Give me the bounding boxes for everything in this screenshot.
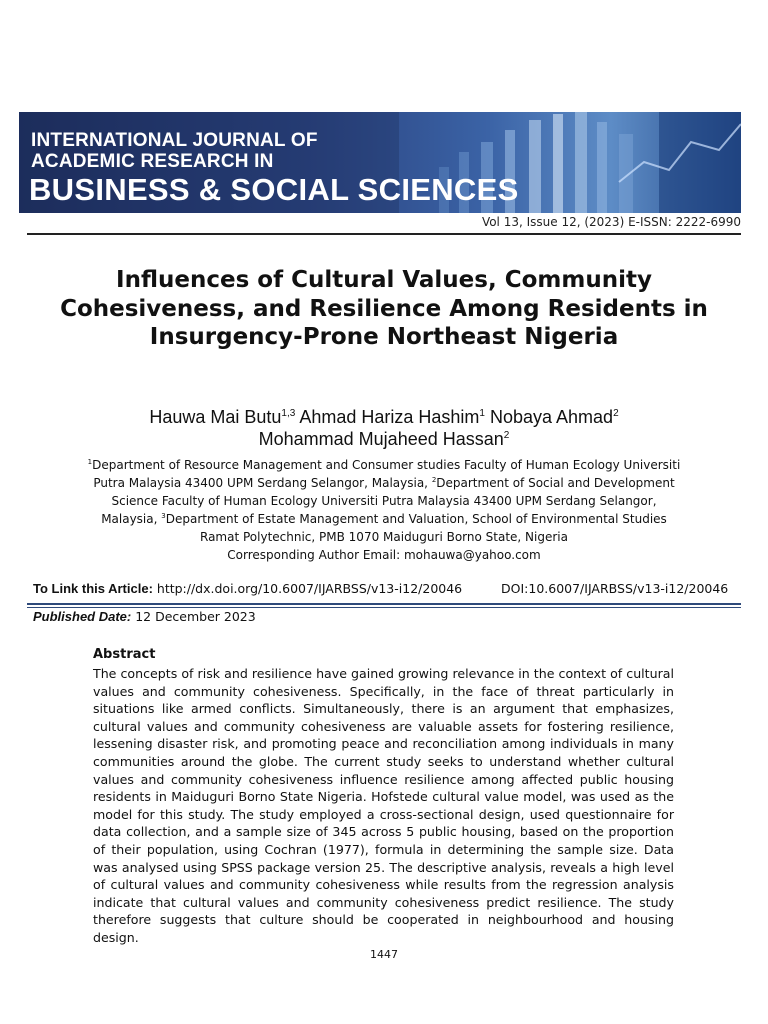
banner-line-3: BUSINESS & SOCIAL SCIENCES bbox=[29, 172, 519, 207]
author-sup: 2 bbox=[503, 430, 510, 441]
divider-rule bbox=[27, 603, 741, 605]
author-sup: 1 bbox=[479, 408, 485, 419]
link-label: To Link this Article: bbox=[33, 581, 153, 596]
affil-sup: 3 bbox=[161, 512, 166, 520]
page-number: 1447 bbox=[370, 948, 398, 961]
affiliation-3: Department of Estate Management and Valuation, School of Environmental Studies Ramat Polytechnic, PMB 1070 Maiduguri Borno State, Nigeria bbox=[165, 512, 667, 544]
affiliation-2: Department of Social and Development Science Faculty of Human Ecology Universiti Putra Malaysia 43400 UPM Serdang Selangor, Malaysia, bbox=[101, 476, 675, 526]
author-sup: 2 bbox=[613, 408, 619, 419]
author-sup: 1,3 bbox=[281, 408, 296, 419]
abstract-body: The concepts of risk and resilience have gained growing relevance in the context of cultural values and community cohesiveness. Specifically, in the face of threat particularly in situations like armed conflicts. Simultaneously, there is an argument that emphasizes, cultural values and community cohesiveness are valuable assets for fostering resilience, lessening disaster risk, and promoting peace and reconciliation among individuals in many communities around the globe. The current study seeks to understand whether cultural values and community cohesiveness influence resilience among affected public housing residents in Maiduguri Borno State Nigeria. Hofstede cultural value model, was used as the model for this study. The study employed a cross-sectional design, used questionnaire for data collection, and a sample size of 345 across 5 public housing, based on the proportion of their population, using Cochran (1977), formula in determining the sample size. Data was analysed using SPSS package version 25. The descriptive analysis, reveals a high level of cultural values and community cohesiveness while results from the regression analysis indicate that cultural values and community cohesiveness predict resilience. The study therefore suggests that culture should be cooperated in neighbourhood and housing design. bbox=[93, 666, 674, 945]
header-rule bbox=[27, 233, 741, 235]
doi-text[interactable]: DOI:10.6007/IJARBSS/v13-i12/20046 bbox=[501, 581, 729, 596]
article-url-link[interactable]: http://dx.doi.org/10.6007/IJARBSS/v13-i12/20046 bbox=[156, 581, 463, 596]
author-name: Mohammad Mujaheed Hassan bbox=[258, 429, 504, 449]
divider-rule bbox=[27, 607, 741, 608]
article-link-row bbox=[33, 581, 743, 596]
paper-title: Influences of Cultural Values, Community Cohesiveness, and Resilience Among Residents in Insurgency-Prone Northeast Nigeria bbox=[60, 267, 708, 350]
author-list bbox=[60, 406, 708, 450]
corresponding-email: Corresponding Author Email: mohauwa@yahoo.com bbox=[227, 548, 541, 562]
issue-info: Vol 13, Issue 12, (2023) E-ISSN: 2222-6990 bbox=[481, 215, 741, 229]
banner-line-1: INTERNATIONAL JOURNAL OF bbox=[31, 130, 318, 151]
affil-sup: 2 bbox=[431, 476, 437, 484]
abstract-heading: Abstract bbox=[93, 647, 156, 662]
published-label: Published Date: bbox=[33, 609, 132, 624]
affil-sup: 1 bbox=[87, 458, 93, 466]
journal-banner bbox=[19, 112, 741, 213]
author-name: Hauwa Mai Butu bbox=[149, 407, 282, 427]
published-date-row bbox=[33, 609, 256, 624]
banner-line-2: ACADEMIC RESEARCH IN bbox=[31, 151, 274, 172]
author-name: Nobaya Ahmad bbox=[489, 407, 614, 427]
author-name: Ahmad Hariza Hashim bbox=[299, 407, 480, 427]
affiliation-1: Department of Resource Management and Consumer studies Faculty of Human Ecology Universiti Putra Malaysia 43400 UPM Serdang Selangor, Malaysia, bbox=[92, 458, 681, 490]
published-date: 12 December 2023 bbox=[135, 609, 256, 624]
affiliations bbox=[84, 456, 684, 564]
